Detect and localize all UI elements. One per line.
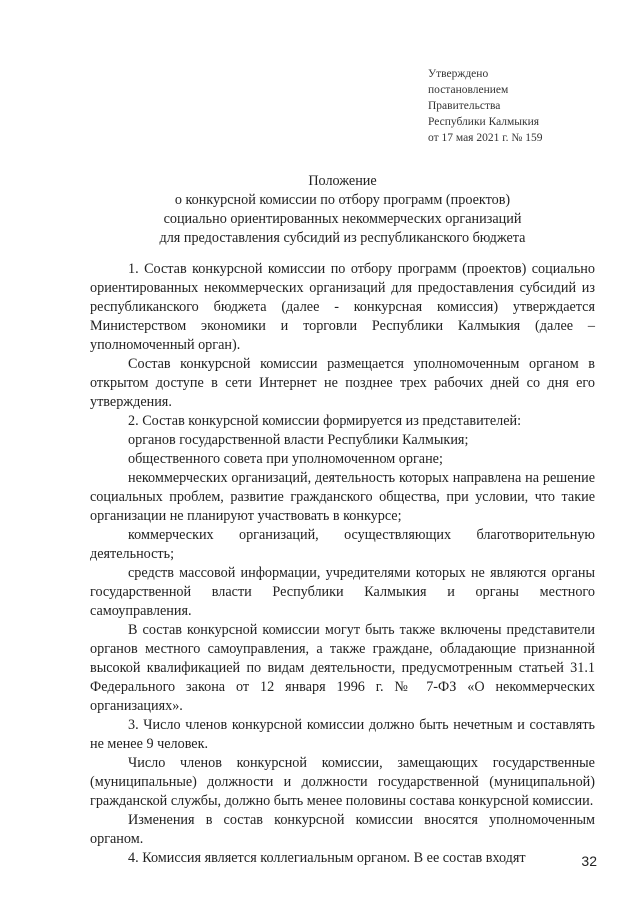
title-line: о конкурсной комиссии по отбору программ (проектов) [174,192,511,208]
title-line: Положение [308,173,377,189]
approval-line: Утверждено [428,68,489,80]
paragraph: В состав конкурсной комиссии могут быть также включены представители органов местного самоуправления, а также граждане, обладающие признанной высокой квалификацией по видам деятельности, предусмотренным статьей 31.1 Федерального закона от 12 января 1996 г. № 7-ФЗ «О некоммерческих организациях». [90,622,595,714]
paragraph: Состав конкурсной комиссии размещается уполномоченным органом в открытом доступе в сети Интернет не позднее трех рабочих дней со дня его утверждения. [90,356,595,410]
document-body [90,260,595,868]
approval-line: Правительства [428,100,501,112]
paragraph: 2. Состав конкурсной комиссии формируется из представителей: [128,413,522,429]
paragraph: некоммерческих организаций, деятельность которых направлена на решение социальных проблем, развитие гражданского общества, при условии, что такие организации не планируют участвовать в конкурсе; [90,470,595,524]
page-number: 32 [581,853,597,869]
paragraph: 1. Состав конкурсной комиссии по отбору программ (проектов) социально ориентированных некоммерческих организаций для предоставления субсидий из республиканского бюджета (далее - конкурсная комиссия) утверждается Министерством экономики и торговли Республики Калмыкия (далее – уполномоченный орган). [90,261,595,353]
paragraph: общественного совета при уполномоченном органе; [128,451,443,467]
paragraph: 3. Число членов конкурсной комиссии должно быть нечетным и составлять не менее 9 человек. [90,717,595,752]
approval-line: от 17 мая 2021 г. № 159 [428,132,543,144]
title-line: для предоставления субсидий из республиканского бюджета [159,230,526,246]
approval-line: Республики Калмыкия [428,116,540,128]
paragraph: Изменения в состав конкурсной комиссии вносятся уполномоченным органом. [90,812,595,847]
paragraph: Число членов конкурсной комиссии, замещающих государственные (муниципальные) должности и должности государственной (муниципальной) гражданской службы, должно быть менее половины состава конкурсной комиссии. [90,755,595,809]
document-title [90,172,595,248]
paragraph: средств массовой информации, учредителями которых не являются органы государственной власти Республики Калмыкия и органы местного самоуправления. [90,565,595,619]
paragraph: коммерческих организаций, осуществляющих благотворительную деятельность; [90,527,595,562]
approval-line: постановлением [428,84,509,96]
paragraph: органов государственной власти Республики Калмыкия; [128,432,469,448]
approval-stamp [428,66,542,146]
paragraph: 4. Комиссия является коллегиальным органом. В ее состав входят [128,850,526,866]
title-line: социально ориентированных некоммерческих организаций [163,211,522,227]
